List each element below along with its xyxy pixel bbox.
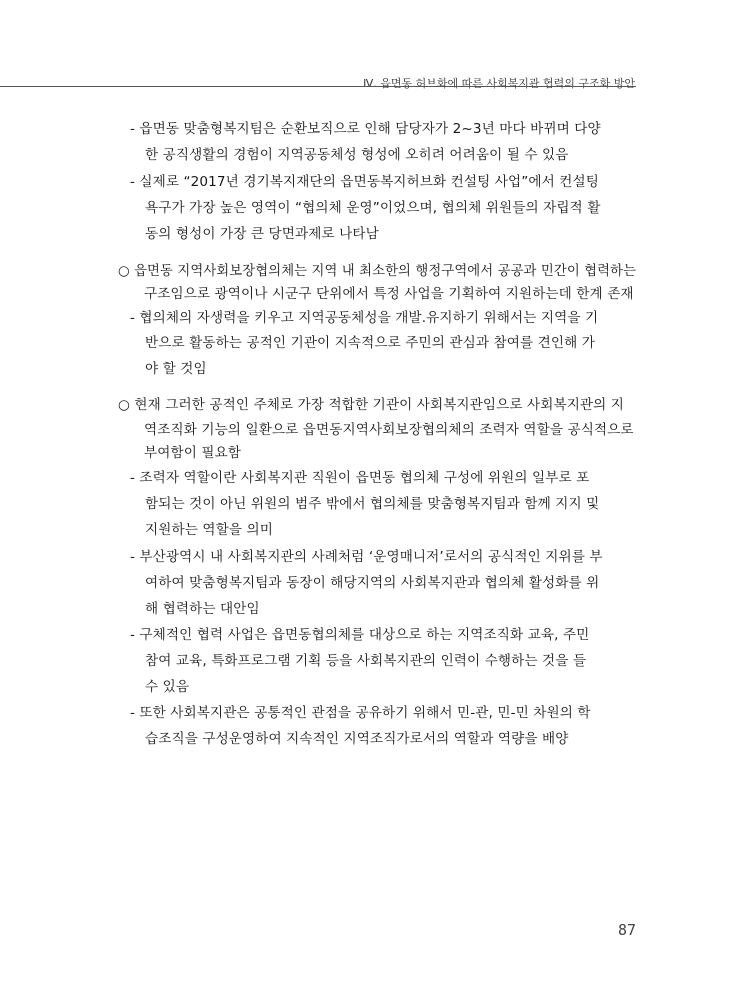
bullet-continuation-text: 습조직을 구성운영하여 지속적인 지역조직가로서의 역할과 역량을 배양 [145,731,569,747]
bullet-continuation-text: 여하여 맞춤형복지팀과 동장이 해당지역의 사회복지관과 협의체 활성화를 위 [145,575,600,591]
bullet-continuation-text: 지원하는 역할을 의미 [145,522,273,538]
bullet-continuation-text: 함되는 것이 아닌 위원의 범주 밖에서 협의체를 맞춤형복지팀과 함께 지지 및 [145,496,600,512]
bullet-dash-text: - 부산광역시 내 사회복지관의 사례처럼 ‘운영매니저’로서의 공식적인 지위를 부 [130,549,603,565]
bullet-dash-text: - 또한 사회복지관은 공통적인 관점을 공유하기 위해서 민-관, 민-민 차원의 학 [130,705,591,721]
bullet-continuation-text: 참여 교육, 특화프로그램 기획 등을 사회복지관의 인력이 수행하는 것을 들 [145,653,587,669]
bullet-continuation-text: 부여함이 필요함 [144,445,242,461]
bullet-dash-text: - 구체적인 협력 사업은 읍면동협의체를 대상으로 하는 지역조직화 교육, 주민 [130,627,590,643]
bullet-dash-text: - 조력자 역할이란 사회복지관 직원이 읍면동 협의체 구성에 위원의 일부로 포 [130,470,590,486]
bullet-continuation-text: 야 할 것임 [145,361,207,377]
header-divider [0,86,636,87]
bullet-circle-text: ○ 현재 그러한 공적인 주체로 가장 적합한 기관이 사회복지관임으로 사회복지관의 지 [118,397,625,413]
bullet-continuation-text: 한 공직생활의 경험이 지역공동체성 형성에 오히려 어려움이 될 수 있음 [145,147,569,163]
bullet-continuation-text: 해 협력하는 대안임 [145,601,260,617]
running-title: Ⅳ. 읍면동 허브화에 따른 사회복지관 협력의 구조화 방안 [363,77,635,90]
bullet-continuation-text: 역조직화 기능의 일환으로 읍면동지역사회보장협의체의 조력자 역할을 공식적으로 [144,422,634,438]
bullet-dash-text: - 협의체의 자생력을 키우고 지역공동체성을 개발.유지하기 위해서는 지역을 기 [130,310,599,326]
bullet-continuation-text: 동의 형성이 가장 큰 당면과제로 나타남 [145,226,379,242]
bullet-dash-text: - 실제로 “2017년 경기복지재단의 읍면동복지허브화 컨설팅 사업”에서 컨설팅 [130,174,599,190]
bullet-dash-text: - 읍면동 맞춤형복지팀은 순환보직으로 인해 담당자가 2~3년 마다 바뀌며 다양 [130,121,601,137]
page-number: 87 [618,921,637,939]
bullet-continuation-text: 욕구가 가장 높은 영역이 “협의체 운영”이었으며, 협의체 위원들의 자립적 활 [145,200,601,216]
bullet-circle-text: ○ 읍면동 지역사회보장협의체는 지역 내 최소한의 행정구역에서 공공과 민간이 협력하는 [118,263,637,279]
bullet-continuation-text: 반으로 활동하는 공적인 기관이 지속적으로 주민의 관심과 참여를 견인해 가 [145,335,595,351]
bullet-continuation-text: 수 있음 [145,679,190,695]
bullet-continuation-text: 구조임으로 광역이나 시군구 단위에서 특정 사업을 기획하여 지원하는데 한계 존재 [144,286,634,302]
